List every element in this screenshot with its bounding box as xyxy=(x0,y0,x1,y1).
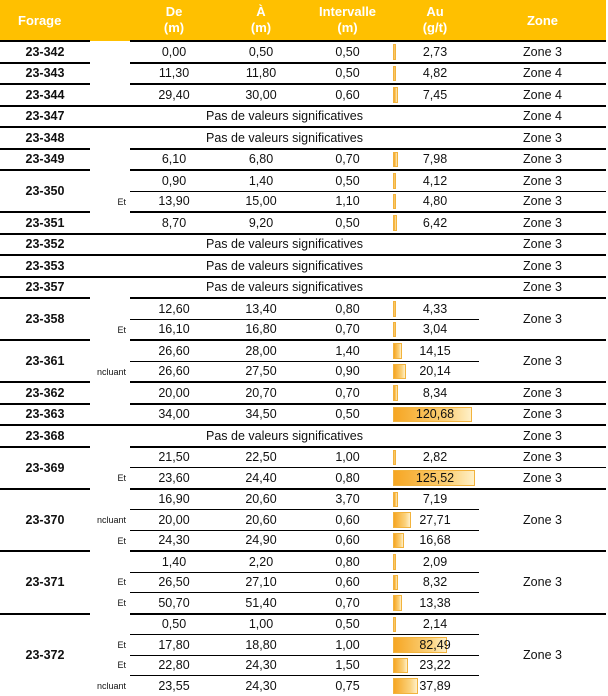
zone-cell: Zone 3 xyxy=(479,551,606,614)
au-cell xyxy=(391,340,479,361)
de-cell: 34,00 xyxy=(130,404,218,426)
row-qualifier xyxy=(90,84,130,106)
table-row xyxy=(0,84,606,106)
a-cell: 11,80 xyxy=(218,63,304,85)
zone-cell: Zone 3 xyxy=(479,404,606,426)
zone-cell: Zone 3 xyxy=(479,298,606,340)
zone-cell: Zone 4 xyxy=(479,63,606,85)
au-cell xyxy=(391,468,479,489)
forage-cell: 23-353 xyxy=(0,255,90,277)
forage-cell: 23-362 xyxy=(0,382,90,404)
intervalle-cell: 0,80 xyxy=(304,468,391,489)
intervalle-cell: 0,50 xyxy=(304,63,391,85)
au-value: 2,09 xyxy=(422,554,448,569)
forage-cell: 23-348 xyxy=(0,127,90,149)
forage-cell: 23-372 xyxy=(0,614,90,696)
zone-cell: Zone 3 xyxy=(479,425,606,447)
header-a: À (m) xyxy=(218,0,304,41)
au-cell xyxy=(391,655,479,676)
zone-cell: Zone 3 xyxy=(479,277,606,299)
au-data-bar xyxy=(393,301,396,317)
table-row xyxy=(0,191,606,212)
a-cell: 0,50 xyxy=(218,41,304,63)
de-cell: 26,50 xyxy=(130,572,218,593)
header-au: Au (g/t) xyxy=(391,0,479,41)
a-cell: 28,00 xyxy=(218,340,304,361)
row-qualifier: Et xyxy=(117,660,126,671)
intervalle-cell: 0,60 xyxy=(304,530,391,551)
forage-cell: 23-352 xyxy=(0,234,90,256)
de-cell: 23,60 xyxy=(130,468,218,489)
au-cell xyxy=(391,63,479,85)
row-qualifier: Et xyxy=(117,639,126,650)
au-cell xyxy=(391,676,479,696)
au-cell xyxy=(391,447,479,468)
no-significant-values-cell: Pas de valeurs significatives xyxy=(90,425,479,447)
table-header xyxy=(0,0,606,41)
no-significant-values-cell: Pas de valeurs significatives xyxy=(90,277,479,299)
row-qualifier xyxy=(90,447,130,468)
row-qualifier xyxy=(90,212,130,234)
table-row xyxy=(0,489,606,510)
table-row xyxy=(0,149,606,171)
au-cell xyxy=(391,149,479,171)
au-value: 2,14 xyxy=(422,617,448,632)
zone-cell: Zone 3 xyxy=(479,41,606,63)
intervalle-cell: 1,00 xyxy=(304,635,391,656)
row-qualifier: Et xyxy=(117,196,126,207)
au-cell xyxy=(391,298,479,319)
au-value: 8,32 xyxy=(422,575,448,590)
table-row xyxy=(0,277,606,299)
a-cell: 2,20 xyxy=(218,551,304,572)
intervalle-cell: 0,60 xyxy=(304,510,391,531)
a-cell: 22,50 xyxy=(218,447,304,468)
intervalle-cell: 1,00 xyxy=(304,447,391,468)
row-qualifier: Et xyxy=(117,577,126,588)
au-data-bar xyxy=(393,44,396,60)
au-value: 125,52 xyxy=(415,470,455,485)
au-data-bar xyxy=(393,173,396,189)
intervalle-cell: 0,70 xyxy=(304,149,391,171)
au-data-bar xyxy=(393,554,396,570)
zone-cell: Zone 3 xyxy=(479,468,606,489)
row-qualifier xyxy=(90,551,130,572)
forage-cell: 23-368 xyxy=(0,425,90,447)
au-data-bar xyxy=(393,512,411,528)
intervalle-cell: 3,70 xyxy=(304,489,391,510)
de-cell: 0,50 xyxy=(130,614,218,635)
forage-cell: 23-358 xyxy=(0,298,90,340)
intervalle-cell: 1,10 xyxy=(304,191,391,212)
row-qualifier: ncluant xyxy=(96,366,126,377)
au-value: 8,34 xyxy=(422,385,448,400)
zone-cell: Zone 4 xyxy=(479,84,606,106)
au-value: 20,14 xyxy=(419,364,451,379)
au-cell xyxy=(391,212,479,234)
a-cell: 24,30 xyxy=(218,676,304,696)
intervalle-cell: 0,70 xyxy=(304,382,391,404)
au-value: 27,71 xyxy=(419,512,451,527)
au-value: 23,22 xyxy=(419,658,451,673)
zone-cell: Zone 3 xyxy=(479,170,606,191)
intervalle-cell: 0,90 xyxy=(304,361,391,382)
au-value: 4,12 xyxy=(422,173,448,188)
au-cell xyxy=(391,635,479,656)
a-cell: 6,80 xyxy=(218,149,304,171)
au-value: 14,15 xyxy=(419,343,451,358)
forage-cell: 23-371 xyxy=(0,551,90,614)
a-cell: 18,80 xyxy=(218,635,304,656)
au-value: 120,68 xyxy=(415,407,455,422)
a-cell: 24,40 xyxy=(218,468,304,489)
au-cell xyxy=(391,41,479,63)
zone-cell: Zone 3 xyxy=(479,340,606,382)
de-cell: 11,30 xyxy=(130,63,218,85)
de-cell: 20,00 xyxy=(130,382,218,404)
au-data-bar xyxy=(393,215,397,231)
a-cell: 34,50 xyxy=(218,404,304,426)
au-data-bar xyxy=(393,595,402,611)
au-cell xyxy=(391,361,479,382)
row-qualifier: ncluant xyxy=(96,680,126,691)
au-value: 4,33 xyxy=(422,301,448,316)
au-cell xyxy=(391,551,479,572)
intervalle-cell: 1,40 xyxy=(304,340,391,361)
au-data-bar xyxy=(393,385,398,401)
table-row xyxy=(0,234,606,256)
table-row xyxy=(0,447,606,468)
row-qualifier: Et xyxy=(117,324,126,335)
de-cell: 29,40 xyxy=(130,84,218,106)
au-value: 82,49 xyxy=(419,637,451,652)
row-qualifier xyxy=(90,149,130,171)
row-qualifier: Et xyxy=(117,598,126,608)
table-row xyxy=(0,212,606,234)
au-cell xyxy=(391,404,479,426)
intervalle-cell: 0,70 xyxy=(304,593,391,614)
row-qualifier xyxy=(90,382,130,404)
a-cell: 27,10 xyxy=(218,572,304,593)
table-row xyxy=(0,340,606,361)
table-row xyxy=(0,468,606,489)
zone-cell: Zone 4 xyxy=(479,106,606,128)
intervalle-cell: 0,70 xyxy=(304,319,391,340)
au-data-bar xyxy=(393,658,408,674)
au-value: 37,89 xyxy=(419,678,451,693)
header-de: De (m) xyxy=(130,0,218,41)
au-data-bar xyxy=(393,617,396,633)
au-cell xyxy=(391,319,479,340)
intervalle-cell: 0,50 xyxy=(304,41,391,63)
intervalle-cell: 0,50 xyxy=(304,212,391,234)
row-qualifier: ncluant xyxy=(96,514,126,525)
de-cell: 0,00 xyxy=(130,41,218,63)
zone-cell: Zone 3 xyxy=(479,614,606,696)
de-cell: 6,10 xyxy=(130,149,218,171)
table-row xyxy=(0,382,606,404)
table-row xyxy=(0,425,606,447)
au-data-bar xyxy=(393,450,396,466)
forage-cell: 23-351 xyxy=(0,212,90,234)
forage-cell: 23-349 xyxy=(0,149,90,171)
no-significant-values-cell: Pas de valeurs significatives xyxy=(90,106,479,128)
a-cell: 16,80 xyxy=(218,319,304,340)
de-cell: 23,55 xyxy=(130,676,218,696)
au-value: 7,45 xyxy=(422,87,448,102)
au-value: 13,38 xyxy=(419,595,451,610)
header-forage: Forage xyxy=(0,0,130,41)
au-cell xyxy=(391,489,479,510)
zone-cell: Zone 3 xyxy=(479,234,606,256)
intervalle-cell: 0,50 xyxy=(304,614,391,635)
row-qualifier: Et xyxy=(117,473,126,483)
a-cell: 20,60 xyxy=(218,510,304,531)
intervalle-cell: 0,80 xyxy=(304,298,391,319)
no-significant-values-cell: Pas de valeurs significatives xyxy=(90,127,479,149)
table-row xyxy=(0,255,606,277)
au-data-bar xyxy=(393,343,402,359)
row-qualifier: Et xyxy=(117,535,126,546)
table-row xyxy=(0,404,606,426)
de-cell: 0,90 xyxy=(130,170,218,191)
de-cell: 22,80 xyxy=(130,655,218,676)
zone-cell: Zone 3 xyxy=(479,149,606,171)
row-qualifier xyxy=(90,41,130,63)
forage-cell: 23-363 xyxy=(0,404,90,426)
a-cell: 13,40 xyxy=(218,298,304,319)
au-cell xyxy=(391,593,479,614)
de-cell: 16,90 xyxy=(130,489,218,510)
au-cell xyxy=(391,530,479,551)
au-data-bar xyxy=(393,322,396,338)
au-value: 3,04 xyxy=(422,322,448,337)
au-value: 7,19 xyxy=(422,492,448,507)
intervalle-cell: 0,60 xyxy=(304,84,391,106)
au-data-bar xyxy=(393,66,396,82)
au-value: 7,98 xyxy=(422,152,448,167)
table-row xyxy=(0,614,606,635)
zone-cell: Zone 3 xyxy=(479,191,606,212)
a-cell: 24,30 xyxy=(218,655,304,676)
no-significant-values-cell: Pas de valeurs significatives xyxy=(90,255,479,277)
row-qualifier xyxy=(90,340,130,361)
de-cell: 12,60 xyxy=(130,298,218,319)
a-cell: 15,00 xyxy=(218,191,304,212)
au-value: 6,42 xyxy=(422,215,448,230)
au-data-bar xyxy=(393,492,398,508)
intervalle-cell: 1,50 xyxy=(304,655,391,676)
de-cell: 13,90 xyxy=(130,191,218,212)
au-cell xyxy=(391,614,479,635)
a-cell: 9,20 xyxy=(218,212,304,234)
no-significant-values-cell: Pas de valeurs significatives xyxy=(90,234,479,256)
au-cell xyxy=(391,510,479,531)
row-qualifier xyxy=(90,63,130,85)
a-cell: 27,50 xyxy=(218,361,304,382)
de-cell: 26,60 xyxy=(130,361,218,382)
de-cell: 21,50 xyxy=(130,447,218,468)
au-data-bar xyxy=(393,194,396,210)
au-value: 2,73 xyxy=(422,44,448,59)
au-data-bar xyxy=(393,678,418,694)
table-row xyxy=(0,41,606,63)
intervalle-cell: 0,50 xyxy=(304,170,391,191)
a-cell: 1,00 xyxy=(218,614,304,635)
au-cell xyxy=(391,170,479,191)
au-data-bar xyxy=(393,533,404,549)
a-cell: 24,90 xyxy=(218,530,304,551)
au-cell xyxy=(391,572,479,593)
de-cell: 16,10 xyxy=(130,319,218,340)
forage-cell: 23-361 xyxy=(0,340,90,382)
intervalle-cell: 0,60 xyxy=(304,572,391,593)
forage-cell: 23-347 xyxy=(0,106,90,128)
zone-cell: Zone 3 xyxy=(479,212,606,234)
zone-cell: Zone 3 xyxy=(479,447,606,468)
row-qualifier xyxy=(90,298,130,319)
au-value: 4,82 xyxy=(422,66,448,81)
de-cell: 26,60 xyxy=(130,340,218,361)
forage-cell: 23-344 xyxy=(0,84,90,106)
a-cell: 20,70 xyxy=(218,382,304,404)
au-data-bar xyxy=(393,575,398,591)
de-cell: 20,00 xyxy=(130,510,218,531)
forage-cell: 23-369 xyxy=(0,447,90,489)
table-row xyxy=(0,170,606,191)
a-cell: 51,40 xyxy=(218,593,304,614)
au-cell xyxy=(391,84,479,106)
zone-cell: Zone 3 xyxy=(479,127,606,149)
intervalle-cell: 0,75 xyxy=(304,676,391,696)
row-qualifier xyxy=(90,170,130,191)
forage-cell: 23-343 xyxy=(0,63,90,85)
table-row xyxy=(0,127,606,149)
row-qualifier xyxy=(90,404,130,426)
header-zone: Zone xyxy=(479,0,606,41)
forage-cell: 23-357 xyxy=(0,277,90,299)
a-cell: 30,00 xyxy=(218,84,304,106)
zone-cell: Zone 3 xyxy=(479,255,606,277)
table-row xyxy=(0,298,606,319)
de-cell: 50,70 xyxy=(130,593,218,614)
au-data-bar xyxy=(393,152,398,168)
zone-cell: Zone 3 xyxy=(479,382,606,404)
au-value: 4,80 xyxy=(422,194,448,209)
de-cell: 17,80 xyxy=(130,635,218,656)
de-cell: 24,30 xyxy=(130,530,218,551)
intervalle-cell: 0,80 xyxy=(304,551,391,572)
au-data-bar xyxy=(393,87,398,103)
row-qualifier xyxy=(90,614,130,635)
de-cell: 1,40 xyxy=(130,551,218,572)
de-cell: 8,70 xyxy=(130,212,218,234)
table-row xyxy=(0,551,606,572)
a-cell: 1,40 xyxy=(218,170,304,191)
intervalle-cell: 0,50 xyxy=(304,404,391,426)
a-cell: 20,60 xyxy=(218,489,304,510)
zone-cell: Zone 3 xyxy=(479,489,606,552)
forage-cell: 23-350 xyxy=(0,170,90,212)
forage-cell: 23-370 xyxy=(0,489,90,552)
au-value: 2,82 xyxy=(422,450,448,465)
au-data-bar xyxy=(393,364,406,380)
table-row xyxy=(0,63,606,85)
row-qualifier xyxy=(90,489,130,510)
au-cell xyxy=(391,191,479,212)
table-row xyxy=(0,106,606,128)
header-intervalle: Intervalle (m) xyxy=(304,0,391,41)
au-value: 16,68 xyxy=(419,533,451,548)
table-body xyxy=(0,41,606,696)
au-cell xyxy=(391,382,479,404)
forage-cell: 23-342 xyxy=(0,41,90,63)
